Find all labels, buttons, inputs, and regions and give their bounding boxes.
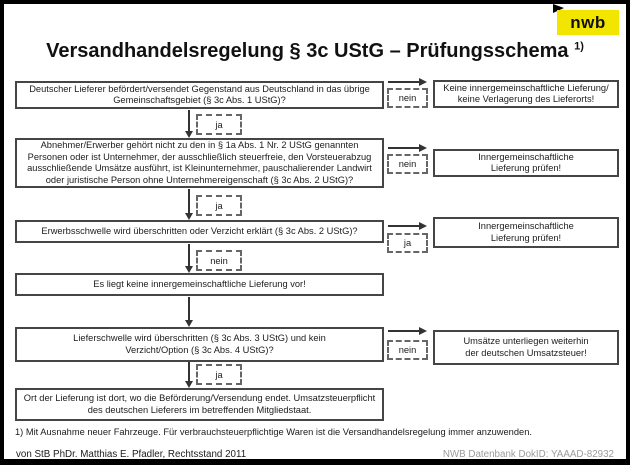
nwb-logo: [557, 10, 619, 35]
down-arrow-icon: [188, 110, 190, 132]
branch-label-ja: ja: [196, 195, 242, 216]
right-arrow-icon: [388, 147, 420, 149]
down-arrow-icon: [188, 362, 190, 382]
branch-label-ja: ja: [196, 364, 242, 385]
flow-step-5: Lieferschwelle wird überschritten (§ 3c Abs. 3 UStG) und kein Verzicht/Option (§ 3c Abs. 4 UStG)?: [15, 327, 384, 362]
flow-result-1: Keine innergemeinschaftliche Lieferung/ keine Verlagerung des Lieferorts!: [433, 80, 619, 108]
flow-step-4: Es liegt keine innergemeinschaftliche Lieferung vor!: [15, 273, 384, 296]
author-line: von StB PhDr. Matthias E. Pfadler, Rechtsstand 2011: [16, 449, 247, 460]
branch-label-nein: nein: [196, 250, 242, 271]
flow-result-4: Umsätze unterliegen weiterhin der deutschen Umsatzsteuer!: [433, 330, 619, 365]
branch-label-ja: ja: [196, 114, 242, 135]
footnote: 1) Mit Ausnahme neuer Fahrzeuge. Für verbrauchsteuerpflichtige Waren ist die Versandhandelsregelung immer anzuwenden.: [15, 427, 532, 437]
page-title: Versandhandelsregelung § 3c UStG – Prüfungsschema $^{1)}$: [46, 40, 584, 62]
right-arrow-icon: [388, 225, 420, 227]
flow-step-6: Ort der Lieferung ist dort, wo die Beförderung/Versendung endet. Umsatzsteuerpflicht des deutschen Lieferers im betreffenden Mitgliedstaat.: [15, 388, 384, 421]
flow-step-1: Deutscher Lieferer befördert/versendet Gegenstand aus Deutschland in das übrige Gemeinschaftsgebiet (§ 3c Abs. 1 UStG)?: [15, 81, 384, 109]
branch-label-nein: nein: [387, 88, 428, 108]
nwb-logo-text: nwb: [570, 12, 606, 32]
flow-result-2: Innergemeinschaftliche Lieferung prüfen!: [433, 149, 619, 177]
flow-step-2: Abnehmer/Erwerber gehört nicht zu den in § 1a Abs. 1 Nr. 2 UStG genannten Personen oder ist Unternehmer, der ausschließlich steuerfreie, den Vorsteuerabzug ausschließende Umsätze ausführt, ist Kleinunternehmer, pauschalierender Landwirt oder juristische Person ohne Unternehmereigenschaft (§ 3c Abs. 2 UStG)?: [15, 138, 384, 188]
branch-label-nein: nein: [387, 154, 428, 174]
right-arrow-icon: [388, 81, 420, 83]
flow-step-3: Erwerbsschwelle wird überschritten oder Verzicht erklärt (§ 3c Abs. 2 UStG)?: [15, 220, 384, 243]
docid-line: NWB Datenbank DokID: YAAAD-82932: [442, 449, 614, 460]
branch-label-ja: ja: [387, 233, 428, 253]
title-footnote-marker: 1): [574, 40, 584, 53]
down-arrow-icon: [188, 189, 190, 214]
right-arrow-icon: [388, 330, 420, 332]
down-arrow-icon: [188, 244, 190, 267]
down-arrow-icon: [188, 297, 190, 321]
branch-label-nein: nein: [387, 340, 428, 360]
flow-result-3: Innergemeinschaftliche Lieferung prüfen!: [433, 217, 619, 248]
